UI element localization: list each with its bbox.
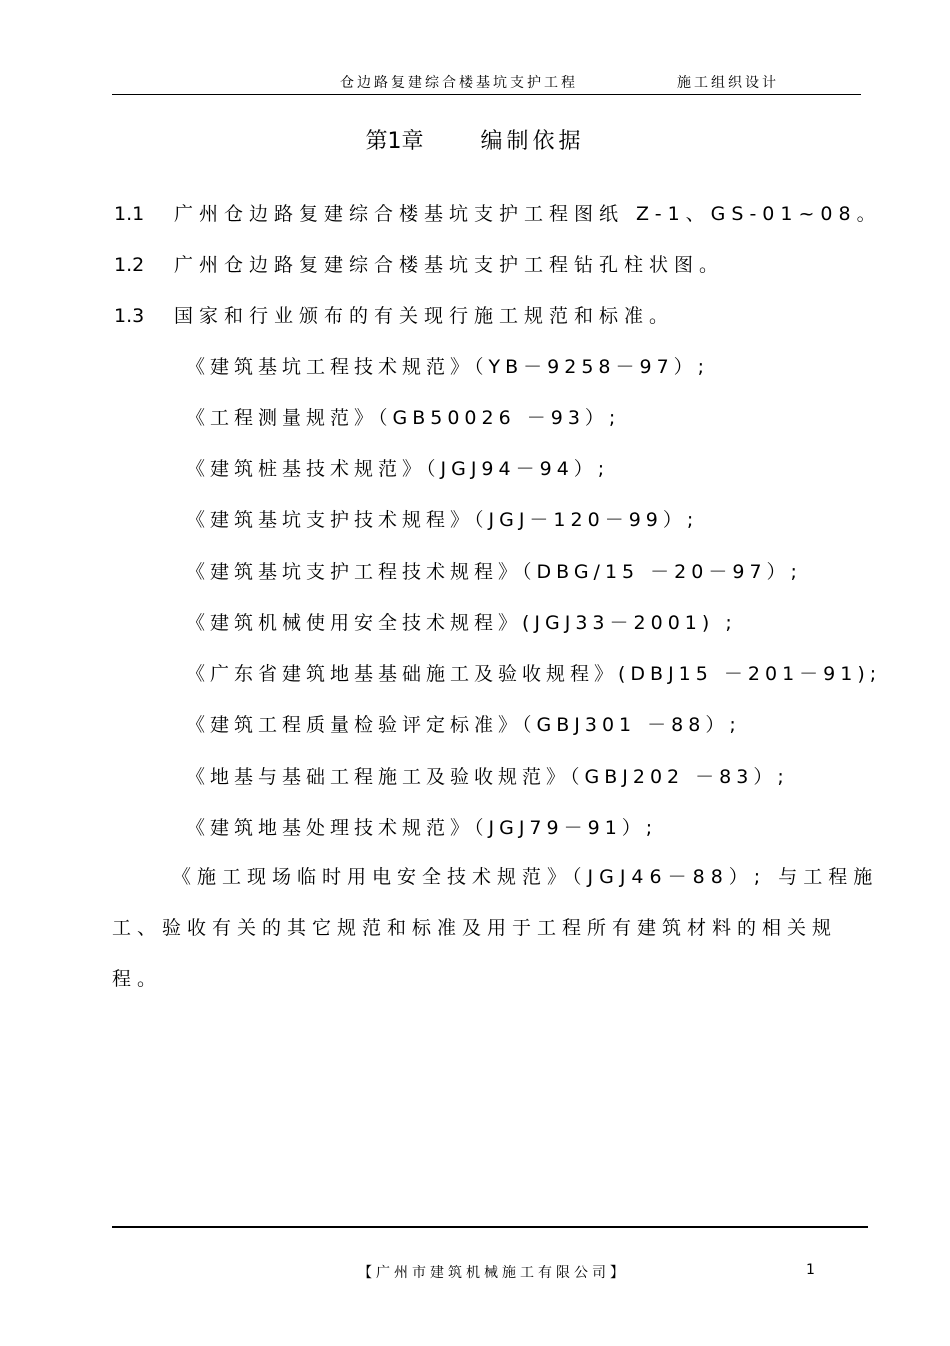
header-rule	[112, 94, 861, 95]
standard-item: 《建筑地基处理技术规范》（JGJ79－91）;	[186, 817, 658, 839]
list-item-1-2	[114, 250, 724, 277]
list-item-1-1	[114, 199, 882, 226]
standard-item: 《建筑机械使用安全技术规程》(JGJ33－2001) ;	[186, 612, 737, 634]
closing-paragraph-line: 工、验收有关的其它规范和标准及用于工程所有建筑材料的相关规	[112, 917, 838, 939]
closing-paragraph-line: 程。	[112, 968, 163, 990]
standard-item: 《工程测量规范》（GB50026 －93）;	[186, 407, 621, 429]
item-number: 1.3	[114, 305, 145, 327]
closing-paragraph-line: 《施工现场临时用电安全技术规范》（JGJ46－88）; 与工程施	[172, 866, 879, 888]
chapter-heading	[0, 124, 950, 155]
standard-item: 《建筑基坑支护技术规程》（JGJ－120－99）;	[186, 509, 699, 531]
item-number: 1.1	[114, 203, 145, 225]
standard-item: 《建筑桩基技术规范》（JGJ94－94）;	[186, 458, 610, 480]
standard-item: 《建筑基坑支护工程技术规程》（DBG/15 －20－97）;	[186, 561, 802, 583]
item-number: 1.2	[114, 254, 145, 276]
item-text: 广州仓边路复建综合楼基坑支护工程钻孔柱状图。	[174, 254, 725, 276]
footer-rule	[112, 1226, 868, 1228]
item-text: 国家和行业颁布的有关现行施工规范和标准。	[174, 305, 675, 327]
chapter-number: 第1章	[365, 129, 424, 154]
standard-item: 《建筑基坑工程技术规范》（YB－9258－97）;	[186, 356, 710, 378]
standard-item: 《建筑工程质量检验评定标准》（GBJ301 －88）;	[186, 714, 741, 736]
footer-company-name: 【广州市建筑机械施工有限公司】	[358, 1265, 628, 1281]
header-document-type: 施工组织设计	[677, 75, 779, 91]
standard-item: 《广东省建筑地基基础施工及验收规程》(DBJ15 －201－91);	[186, 663, 882, 685]
standard-item: 《地基与基础工程施工及验收规范》（GBJ202 －83）;	[186, 766, 789, 788]
list-item-1-3	[114, 301, 674, 328]
item-text: 广州仓边路复建综合楼基坑支护工程图纸 Z-1、GS-01~08。	[174, 203, 882, 225]
chapter-title: 编制依据	[480, 129, 585, 154]
page-number: 1	[806, 1262, 815, 1278]
header-project-title: 仓边路复建综合楼基坑支护工程	[340, 75, 578, 91]
